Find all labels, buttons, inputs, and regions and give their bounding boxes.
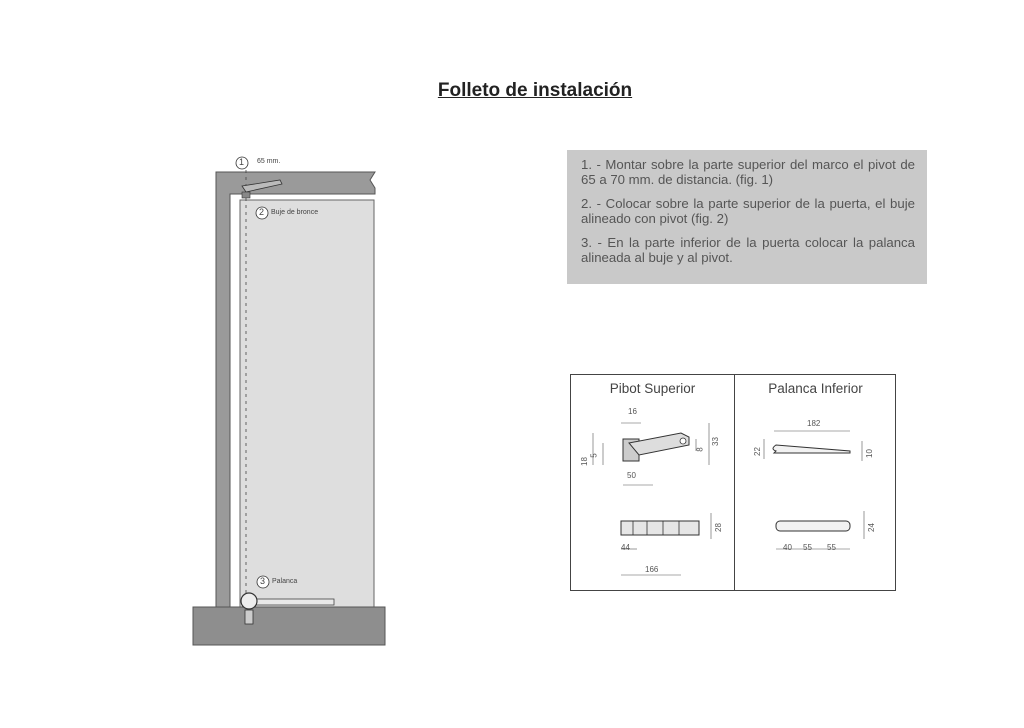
lever-header: Palanca Inferior (768, 381, 863, 396)
dim-50: 50 (627, 471, 636, 480)
step3-label: Palanca (272, 578, 298, 585)
lever-drawings (734, 403, 897, 592)
dimensions-table (570, 374, 896, 591)
dim-44: 44 (621, 543, 630, 552)
dim-22: 22 (752, 447, 762, 456)
dim-182: 182 (807, 419, 821, 428)
dim-33: 33 (710, 437, 720, 446)
dim-24: 24 (866, 523, 876, 532)
dim-28: 28 (713, 523, 723, 532)
step2-number: 2 (259, 207, 265, 217)
dim-166: 166 (645, 565, 659, 574)
dim-40: 40 (783, 543, 792, 552)
step3-number: 3 (260, 576, 266, 586)
dim-8: 8 (695, 447, 705, 452)
dim-55b: 55 (827, 543, 836, 552)
pivot-drawings (571, 403, 734, 592)
dim-5: 5 (589, 453, 599, 458)
instructions-box (567, 150, 927, 284)
step1-number: 1 (239, 157, 245, 167)
dim-16: 16 (628, 407, 637, 416)
dim-55a: 55 (803, 543, 812, 552)
dim-10: 10 (864, 449, 874, 458)
door-installation-figure (190, 150, 390, 650)
step2-label: Buje de bronce (271, 209, 319, 216)
instruction-step-2: 2. - Colocar sobre la parte superior de la puerta, el buje alineado con pivot (fig. 2) (581, 196, 915, 226)
instruction-step-1: 1. - Montar sobre la parte superior del marco el pivot de 65 a 70 mm. de distancia. (fig. 1) (581, 157, 915, 187)
page-title: Folleto de instalación (437, 80, 633, 101)
dim-18: 18 (579, 457, 589, 466)
instruction-step-3: 3. - En la parte inferior de la puerta colocar la palanca alineada al buje y al pivot. (581, 235, 915, 265)
pivot-header: Pibot Superior (609, 381, 696, 396)
step1-label: 65 mm. (257, 158, 281, 165)
